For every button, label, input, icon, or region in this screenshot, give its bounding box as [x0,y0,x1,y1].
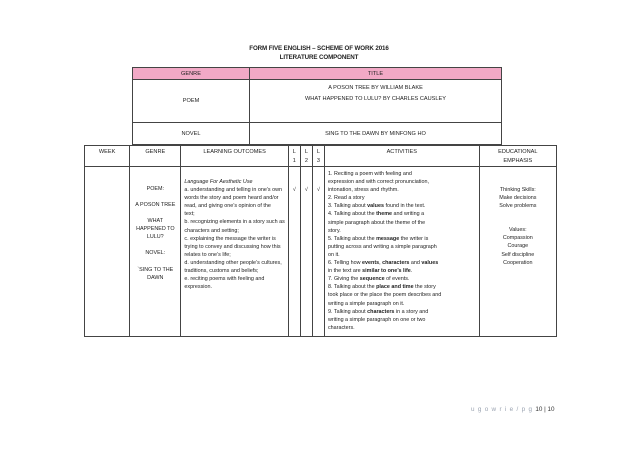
title-column-header: TITLE [250,68,502,80]
activity-line: story. [327,227,341,234]
document-title: FORM FIVE ENGLISH – SCHEME OF WORK 2016 [249,45,389,52]
genre-line: WHAT [147,218,164,225]
activity-line: writing a simple paragraph on one or two [327,316,426,323]
document-subtitle: LITERATURE COMPONENT [279,54,359,61]
activity-line: characters. [327,324,355,331]
outcome-line: relates to one’s life; [184,251,231,258]
l3-header: L 3 [312,146,324,167]
outcome-line: c. explaining the message the writer is [184,235,276,242]
emphasis-line: Solve problems [499,203,537,210]
educational-emphasis-cell [479,167,556,337]
outcome-line: a. understanding and telling in one’s own [184,187,282,194]
activity-line: 2. Read a story [327,195,365,202]
l1-header: L 1 [288,146,300,167]
outcome-line: b. recognizing elements in a story such as [184,219,285,226]
poem-title-1: A POSON TREE BY WILLIAM BLAKE [328,85,423,91]
outcome-line: text; [184,211,195,218]
genre-line: POEM: [146,186,164,192]
page-total: 10 [547,406,555,413]
activity-line: expression and with correct pronunciation, [327,179,429,186]
activities-header: ACTIVITIES [324,146,479,167]
poem-title-2: WHAT HAPPENED TO LULU? BY CHARLES CAUSLEY [305,96,446,102]
emphasis-line: Cooperation [503,259,533,266]
genre-line: NOVEL: [145,250,166,257]
genre-poem-cell: POEM [133,80,250,123]
page-number: 10 [535,406,543,413]
l2-tick: √ [300,167,312,337]
scheme-of-work-table [84,145,557,337]
genre-line: HAPPENED TO [136,226,175,233]
outcome-line: e. reciting poems with feeling and [184,276,265,283]
genre-line: `SING TO THE [137,266,174,273]
educational-emphasis-header: EDUCATIONAL EMPHASIS [479,146,556,167]
outcome-line: characters and setting; [184,227,239,234]
activity-line: on it. [327,251,340,258]
activity-line: putting across and writing a simple paragraph [327,243,437,250]
emphasis-line: Values: [509,227,527,234]
activity-line: writing a simple paragraph on it. [327,300,405,307]
activities-cell [324,167,479,337]
outcome-line: traditions, customs and beliefs; [184,268,259,275]
activity-line: 5. Talking about the message the writer is [327,235,429,242]
genre-title-table [132,67,502,145]
activity-line: 9. Talking about characters in a story and [327,308,429,315]
emphasis-line: Compassion [502,235,533,242]
l2-header: L 2 [300,146,312,167]
l3-tick: √ [312,167,324,337]
outcome-line: trying to convey and discussing how this [184,243,281,250]
activity-line: simple paragraph about the theme of the [327,219,426,226]
footer-author: u g o w r i e / p g [471,406,536,413]
genre-cell [130,167,181,337]
genre-column-header: GENRE [133,68,250,80]
footer-separator: | [542,406,548,413]
l1-tick: √ [288,167,300,337]
genre-novel-cell: NOVEL [133,123,250,145]
novel-title-cell: SING TO THE DAWN BY MINFONG HO [250,123,502,145]
activity-line: 1. Reciting a poem with feeling and [327,171,412,177]
learning-outcomes-cell [181,167,288,337]
activity-line: 7. Giving the sequence of events. [327,276,410,283]
outcomes-heading: Language For Aesthetic Use [184,179,253,185]
learning-outcomes-header: LEARNING OUTCOMES [181,146,288,167]
genre-line: LULU? [146,234,164,241]
week-header: WEEK [85,146,130,167]
activity-line: intonation, stress and rhythm. [327,187,399,194]
genre-line: A POSON TREE [135,202,176,209]
activity-line: 4. Talking about the theme and writing a [327,211,425,218]
emphasis-line: Make decisions [499,195,537,202]
activity-line: took place or the place the poem describes and [327,292,442,299]
outcome-line: read, and giving one’s opinion of the [184,203,271,210]
outcome-line: words the story and poem heard and/or [184,195,279,202]
week-cell [85,167,130,337]
outcome-line: expression. [184,284,212,291]
page-footer [471,406,554,413]
emphasis-line: Self discipline [501,251,535,258]
outcome-line: d. understanding other people’s cultures, [184,259,282,266]
genre-header: GENRE [130,146,181,167]
activity-line: 3. Talking about values found in the text. [327,203,426,210]
genre-line: DAWN [147,274,164,281]
activity-line: 6. Telling how events, characters and values [327,260,439,267]
emphasis-line: Courage [507,243,529,250]
poem-titles-cell [250,80,502,123]
activity-line: 8. Talking about the place and time the story [327,284,436,291]
emphasis-line: Thinking Skills: [499,187,536,193]
activity-line: in the text are similar to one’s life. [327,268,413,275]
